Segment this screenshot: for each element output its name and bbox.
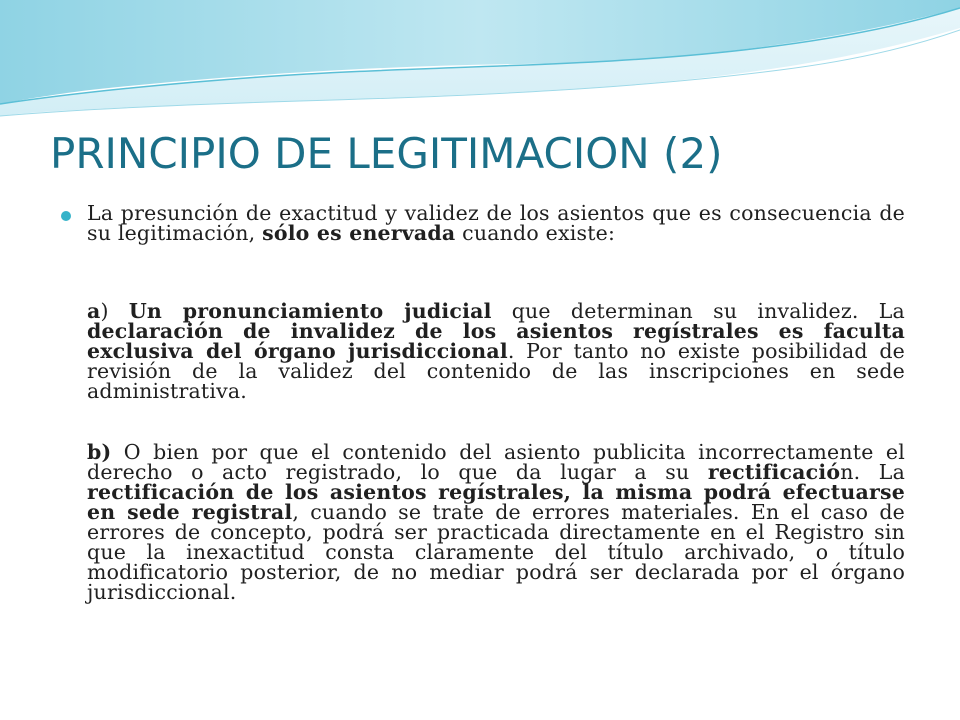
- intro-paragraph: [87, 203, 905, 243]
- intro-text-2: cuando existe:: [455, 221, 616, 245]
- item-a-paragraph: [87, 301, 905, 401]
- item-b-bold-2: rectificación de los asientos regístrales, la misma podrá efectuarse en sede registral: [87, 480, 905, 524]
- item-a-letter: a: [87, 299, 101, 323]
- item-b-letter: b): [87, 440, 112, 464]
- item-b-paragraph: [87, 442, 905, 602]
- intro-bold-1: sólo es enervada: [262, 221, 456, 245]
- item-b-bold-1: rectificació: [707, 460, 841, 484]
- slide-title: PRINCIPIO DE LEGITIMACION (2): [50, 129, 723, 178]
- item-a-text-2: que determinan su invalidez. La: [491, 299, 905, 323]
- item-b-text-2: n. La: [840, 460, 905, 484]
- item-a-text-3: . Por tanto no existe posibilidad de revisión de la validez del contenido de las inscripciones en sede administrativa.: [87, 339, 906, 403]
- header-wave-decoration: [0, 0, 960, 130]
- item-a-bold-1: Un pronunciamiento judicial: [128, 299, 492, 323]
- item-b-text-1: O bien por que el contenido del asiento publicita incorrectamente el derecho o acto registrado, lo que da lugar a su: [87, 440, 905, 484]
- item-b-text-3: , cuando se trate de errores materiales. En el caso de errores de concepto, podrá ser practicada directamente en el Registro sin que la inexactitud consta claramente del título archivado, o título modificatorio posterior, de no mediar podrá ser declarada por el órgano jurisdiccional.: [87, 500, 905, 604]
- item-a-text-1: ): [100, 299, 129, 323]
- item-a-bold-2: declaración de invalidez de los asientos regístrales es faculta exclusiva del órgano jurisdiccional: [87, 319, 905, 363]
- circle-bullet-icon: [61, 211, 71, 221]
- intro-text-1: La presunción de exactitud y validez de los asientos que es consecuencia de su legitimación,: [87, 201, 905, 245]
